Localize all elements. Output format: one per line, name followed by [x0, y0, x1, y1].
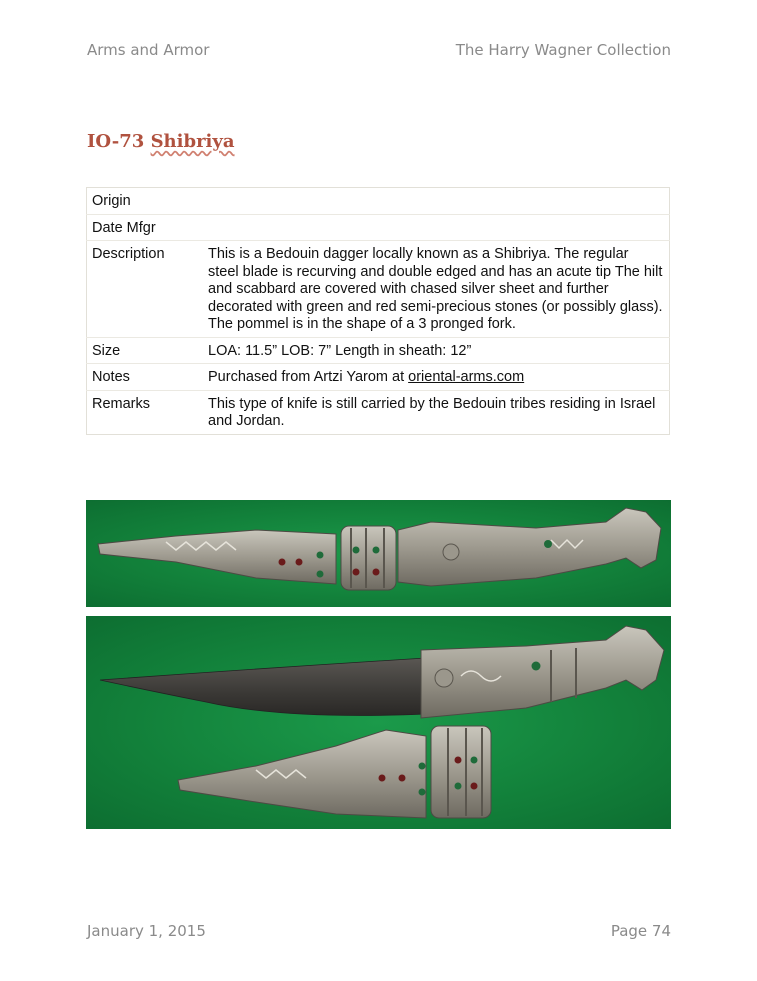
dagger-drawn-photo — [86, 616, 671, 829]
table-row — [87, 337, 670, 364]
row-value — [203, 188, 670, 215]
dagger-sheathed-photo — [86, 500, 671, 607]
header-left: Arms and Armor — [87, 41, 210, 59]
row-label: Date Mfgr — [87, 214, 204, 241]
notes-text: Purchased from Artzi Yarom at — [208, 369, 409, 385]
dagger-sheathed-image — [86, 500, 671, 607]
row-label: Size — [87, 337, 204, 364]
table-row — [87, 188, 670, 215]
dagger-drawn-image — [86, 616, 671, 829]
info-table — [86, 187, 670, 435]
header-right: The Harry Wagner Collection — [455, 41, 671, 59]
table-row — [87, 214, 670, 241]
row-value: This is a Bedouin dagger locally known as a Shibriya. The regular steel blade is recurving and double edged and has an acute tip The hilt and scabbard are covered with chased silver sheet and further decorated with green and red semi-precious stones (or possibly glass). The pommel is in the shape of a 3 pronged fork. — [203, 241, 670, 338]
row-value: LOA: 11.5” LOB: 7” Length in sheath: 12” — [203, 337, 670, 364]
table-row — [87, 241, 670, 338]
row-label: Remarks — [87, 390, 204, 434]
oriental-arms-link[interactable]: oriental-arms.com — [408, 369, 525, 385]
page-title — [87, 131, 235, 152]
row-value — [203, 214, 670, 241]
row-value — [203, 364, 670, 391]
row-value: This type of knife is still carried by the Bedouin tribes residing in Israel and Jordan. — [203, 390, 670, 434]
title-code: IO-73 — [87, 131, 145, 152]
row-label: Description — [87, 241, 204, 338]
title-name: Shibriya — [150, 131, 235, 152]
table-row — [87, 364, 670, 391]
footer-page-number: Page 74 — [610, 922, 671, 940]
row-label: Origin — [92, 193, 131, 209]
row-label: Notes — [87, 364, 204, 391]
footer-date: January 1, 2015 — [87, 922, 206, 940]
table-row — [87, 390, 670, 434]
